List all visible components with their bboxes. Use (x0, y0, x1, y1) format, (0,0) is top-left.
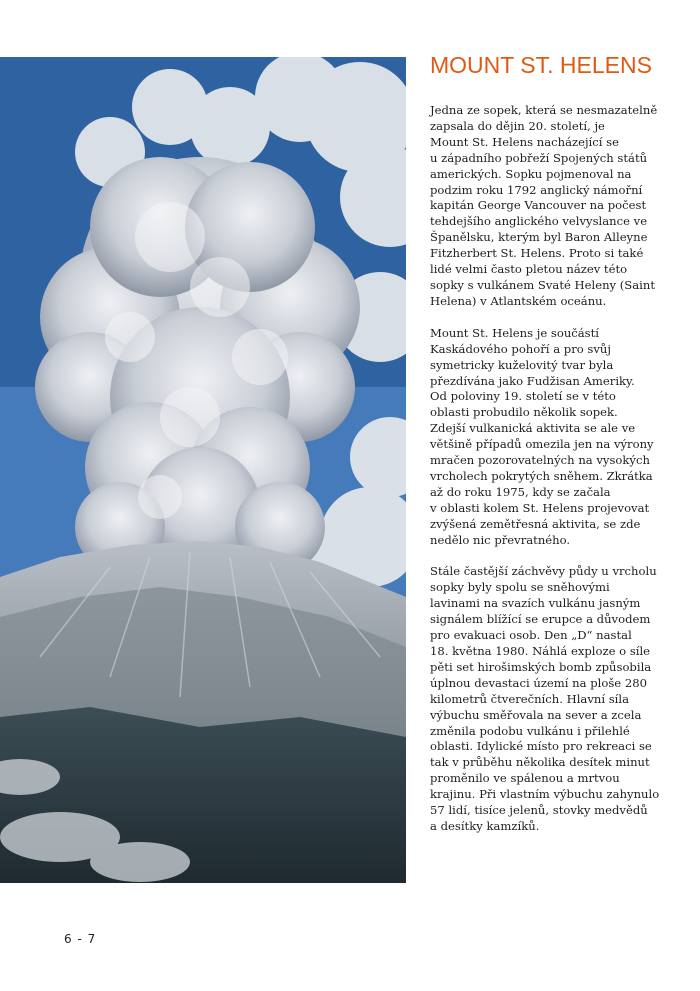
text-line: lidé velmi často pletou název této (430, 262, 628, 277)
article-body (430, 103, 660, 851)
text-line: Mount St. Helens nacházející se (430, 134, 619, 149)
paragraph-1 (430, 103, 658, 310)
text-line: podzim roku 1792 anglický námořní (430, 182, 643, 197)
text-line: přezdívána jako Fudžisan Ameriky. (430, 373, 635, 388)
text-line: sopky byly spolu se sněhovými (430, 580, 610, 595)
text-line: lavinami na svazích vulkánu jasným (430, 596, 641, 611)
text-line: Helena) v Atlantském oceánu. (430, 293, 607, 308)
text-line: většině případů omezila jen na výrony (430, 437, 654, 452)
text-line: Kaskádového pohoří a pro svůj (430, 341, 611, 356)
text-line: amerických. Sopku pojmenoval na (430, 166, 632, 181)
text-line: výbuchu směřovala na sever a zcela (430, 707, 642, 722)
text-line: Stále častější záchvěvy půdy u vrcholu (430, 564, 657, 579)
page-title: MOUNT ST. HELENS (430, 52, 652, 78)
text-line: 18. května 1980. Náhlá exploze o síle (430, 644, 651, 658)
page-number: 6 - 7 (64, 932, 97, 946)
text-line: krajinu. Při vlastním výbuchu zahynulo (430, 787, 660, 802)
text-line: až do roku 1975, kdy se začala (430, 484, 611, 499)
text-line: změnila podobu vulkánu i přilehlé (430, 723, 630, 738)
text-line: Fitzherbert St. Helens. Proto si také (430, 246, 644, 261)
text-line: vrcholech pokrytých sněhem. Zkrátka (430, 468, 653, 483)
text-line: Jedna ze sopek, která se nesmazatelně (430, 103, 658, 117)
text-line: kilometrů čtverečních. Hlavní síla (430, 691, 630, 706)
paragraph-3 (430, 564, 660, 834)
text-line: nedělo nic převratného. (430, 532, 571, 547)
text-line: Od poloviny 19. století se v této (430, 389, 616, 404)
text-line: oblasti probudilo několik sopek. (430, 405, 618, 420)
text-line: tak v průběhu několika desítek minut (430, 755, 650, 770)
text-line: signálem blížící se erupce a důvodem (430, 612, 651, 627)
text-line: zvýšená zemětřesná aktivita, se zde (430, 516, 641, 531)
text-line: sopky s vulkánem Svaté Heleny (Saint (430, 277, 655, 292)
eruption-photo (0, 57, 406, 883)
text-line: oblasti. Idylické místo pro rekreaci se (430, 739, 652, 754)
text-line: Zdejší vulkanická aktivita se ale ve (430, 421, 636, 436)
text-line: pěti set hirošimských bomb způsobila (430, 659, 652, 674)
text-line: v oblasti kolem St. Helens projevovat (430, 500, 650, 515)
paragraph-2 (430, 326, 655, 549)
text-line: kapitán George Vancouver na počest (430, 198, 647, 213)
text-line: pro evakuaci osob. Den „D“ nastal (430, 628, 632, 643)
text-line: proměnilo ve spálenou a mrtvou (430, 771, 620, 786)
text-line: úplnou devastaci území na ploše 280 (430, 675, 647, 690)
text-line: u západního pobřeží Spojených států (430, 150, 648, 165)
text-line: Mount St. Helens je součástí (430, 325, 600, 340)
text-line: tehdejšího anglického velvyslance ve (430, 214, 648, 229)
text-line: a desítky kamzíků. (430, 818, 540, 833)
text-line: mračen pozorovatelných na vysokých (430, 453, 650, 468)
text-line: Španělsku, kterým byl Baron Alleyne (430, 230, 648, 245)
text-line: symetricky kuželovitý tvar byla (430, 357, 614, 372)
text-line: 57 lidí, tisíce jelenů, stovky medvědů (430, 803, 648, 818)
text-line: zapsala do dějin 20. století, je (430, 118, 605, 133)
